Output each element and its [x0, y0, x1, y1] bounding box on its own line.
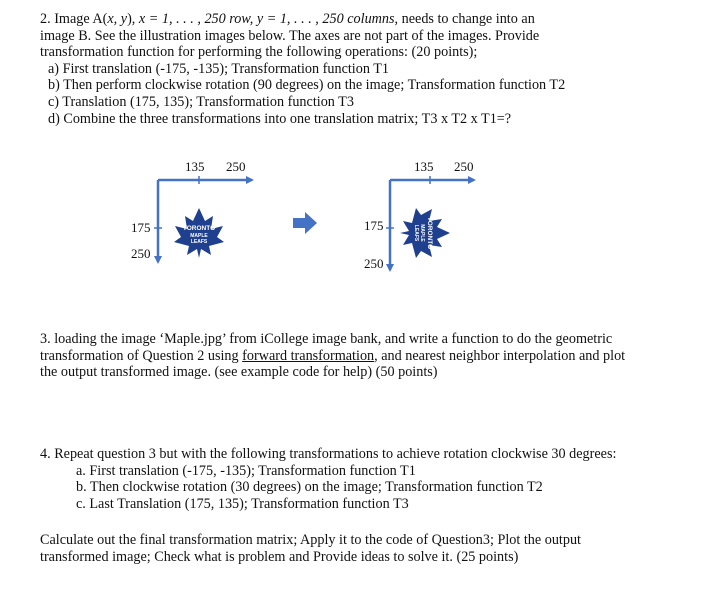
right-logo-text-2: MAPLE [419, 224, 425, 242]
q2-math-columns: columns [347, 11, 395, 27]
question-4-item-c: c. Last Translation (175, 135); Transformation function T3 [76, 495, 409, 512]
question-2-line-3: transformation function for performing the following operations: (20 points); [40, 44, 478, 61]
question-4-item-b: b. Then clockwise rotation (30 degrees) on the image; Transformation function T2 [76, 479, 543, 496]
right-x-label-135: 135 [414, 159, 434, 174]
q3-text-c: , and nearest neighbor interpolation and plot [374, 347, 626, 364]
left-y-label-250: 250 [131, 246, 151, 261]
question-3-line-2 [40, 348, 695, 365]
q2-math-row-y: row, y [229, 11, 264, 27]
question-4-item-a: a. First translation (-175, -135); Transformation function T1 [76, 462, 416, 479]
q2-math-range-2: = 1, . . . , 250 [263, 11, 348, 27]
right-maple-logo [400, 208, 450, 258]
question-4-closing-line-2: transformed image; Check what is problem and Provide ideas to solve it. (25 points) [40, 548, 519, 565]
left-logo-text-1: TORONTO [182, 225, 216, 232]
question-2 [40, 11, 695, 127]
left-x-label-250: 250 [226, 159, 246, 174]
illustration-figure [0, 150, 715, 280]
right-logo-text-1: TORONTO [426, 216, 433, 250]
question-4-closing [40, 532, 695, 565]
left-maple-logo [174, 208, 224, 258]
left-logo-text-3: LEAFS [190, 239, 208, 245]
question-4-line-1: 4. Repeat question 3 but with the following transformations to achieve rotation clockwise 30 degrees: [40, 446, 617, 462]
question-2-item-a: a) First translation (-175, -135); Transformation function T1 [48, 60, 389, 77]
question-4-closing-line-1: Calculate out the final transformation matrix; Apply it to the code of Question3; Plot the output [40, 532, 581, 548]
q2-math-x: x [138, 11, 146, 27]
question-2-item-d: d) Combine the three transformations into one translation matrix; T3 x T2 x T1=? [48, 110, 512, 127]
question-2-item-b: b) Then perform clockwise rotation (90 degrees) on the image; Transformation function T2 [48, 77, 566, 94]
q2-text-a: 2. Image A( [40, 11, 108, 27]
left-x-label-135: 135 [185, 159, 205, 174]
left-logo-text-2: MAPLE [190, 233, 208, 239]
illustration-svg [0, 150, 715, 280]
question-4 [40, 446, 695, 512]
question-3 [40, 331, 695, 381]
q2-text-c: ), [127, 11, 139, 27]
left-y-label-175: 175 [131, 220, 151, 235]
right-y-label-175: 175 [364, 218, 384, 233]
right-y-label-250: 250 [364, 256, 384, 271]
question-2-line-1 [40, 11, 695, 28]
q2-math-xy: x, y [107, 11, 128, 27]
q2-math-range-1: = 1, . . . , 250 [145, 11, 230, 27]
q3-text-a: transformation of Question 2 using [40, 347, 243, 364]
right-logo-text-3: LEAFS [413, 224, 419, 242]
question-3-line-1: 3. loading the image ‘Maple.jpg’ from iCollege image bank, and write a function to do the geometric [40, 331, 613, 347]
q2-text-i: , needs to change into an [394, 11, 535, 27]
q3-forward-transformation: forward transformation [242, 347, 375, 364]
question-3-line-3: the output transformed image. (see example code for help) (50 points) [40, 364, 438, 381]
right-x-label-250: 250 [454, 159, 474, 174]
question-2-line-2: image B. See the illustration images below. The axes are not part of the images. Provide [40, 27, 540, 44]
question-2-item-c: c) Translation (175, 135); Transformation function T3 [48, 93, 354, 110]
transform-arrow-icon [293, 212, 317, 234]
